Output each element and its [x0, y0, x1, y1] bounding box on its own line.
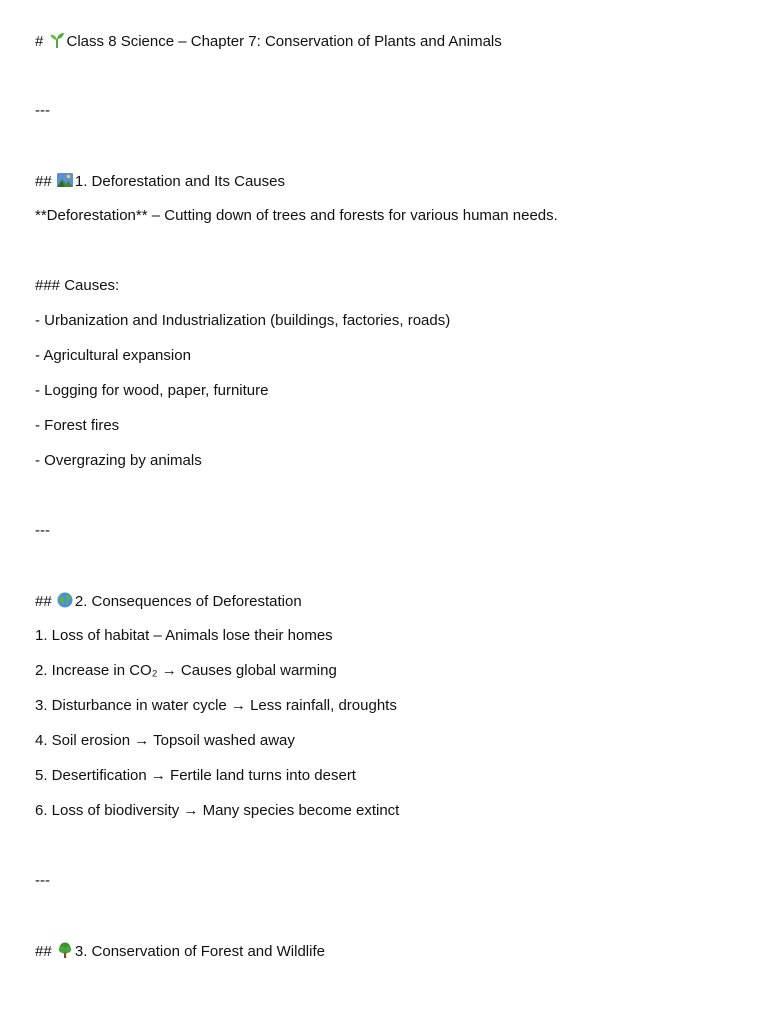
- section-2-title: 2. Consequences of Deforestation: [74, 593, 302, 610]
- consequence-item: 4. Soil erosion → Topsoil washed away: [35, 732, 295, 749]
- consequence-item: 6. Loss of biodiversity → Many species become extinct: [35, 802, 400, 819]
- cause-item: - Overgrazing by animals: [35, 452, 202, 469]
- causes-heading: ### Causes:: [35, 277, 120, 294]
- section-1-heading: [35, 171, 748, 206]
- cause-item: - Agricultural expansion: [35, 347, 191, 364]
- landscape-image-icon: [56, 171, 74, 189]
- consequence-item: 5. Desertification → Fertile land turns into desert: [35, 767, 356, 784]
- document-body: [35, 31, 748, 976]
- horizontal-rule-2: ---: [35, 522, 50, 539]
- cause-item: - Logging for wood, paper, furniture: [35, 382, 269, 399]
- globe-icon: [56, 591, 74, 609]
- section-3-title: 3. Conservation of Forest and Wildlife: [74, 943, 325, 960]
- section-3-heading: [35, 941, 748, 976]
- consequence-item: 2. Increase in CO₂ → Causes global warming: [35, 662, 337, 679]
- section-1-prefix: ##: [35, 173, 52, 190]
- cause-item: - Urbanization and Industrialization (buildings, factories, roads): [35, 312, 451, 329]
- consequence-item: 1. Loss of habitat – Animals lose their homes: [35, 627, 333, 644]
- tree-icon: [56, 941, 74, 959]
- section-3-prefix: ##: [35, 943, 52, 960]
- document-title: [35, 31, 748, 66]
- horizontal-rule-3: ---: [35, 872, 50, 889]
- cause-item: - Forest fires: [35, 417, 120, 434]
- consequence-item: 3. Disturbance in water cycle → Less rainfall, droughts: [35, 697, 397, 714]
- section-2-heading: [35, 591, 748, 626]
- horizontal-rule-1: ---: [35, 102, 50, 119]
- title-text: Class 8 Science – Chapter 7: Conservation of Plants and Animals: [66, 33, 502, 50]
- deforestation-definition: **Deforestation** – Cutting down of trees and forests for various human needs.: [35, 207, 558, 224]
- section-2-prefix: ##: [35, 593, 52, 610]
- seedling-icon: [48, 31, 66, 49]
- title-prefix: #: [35, 33, 44, 50]
- section-1-title: 1. Deforestation and Its Causes: [74, 173, 285, 190]
